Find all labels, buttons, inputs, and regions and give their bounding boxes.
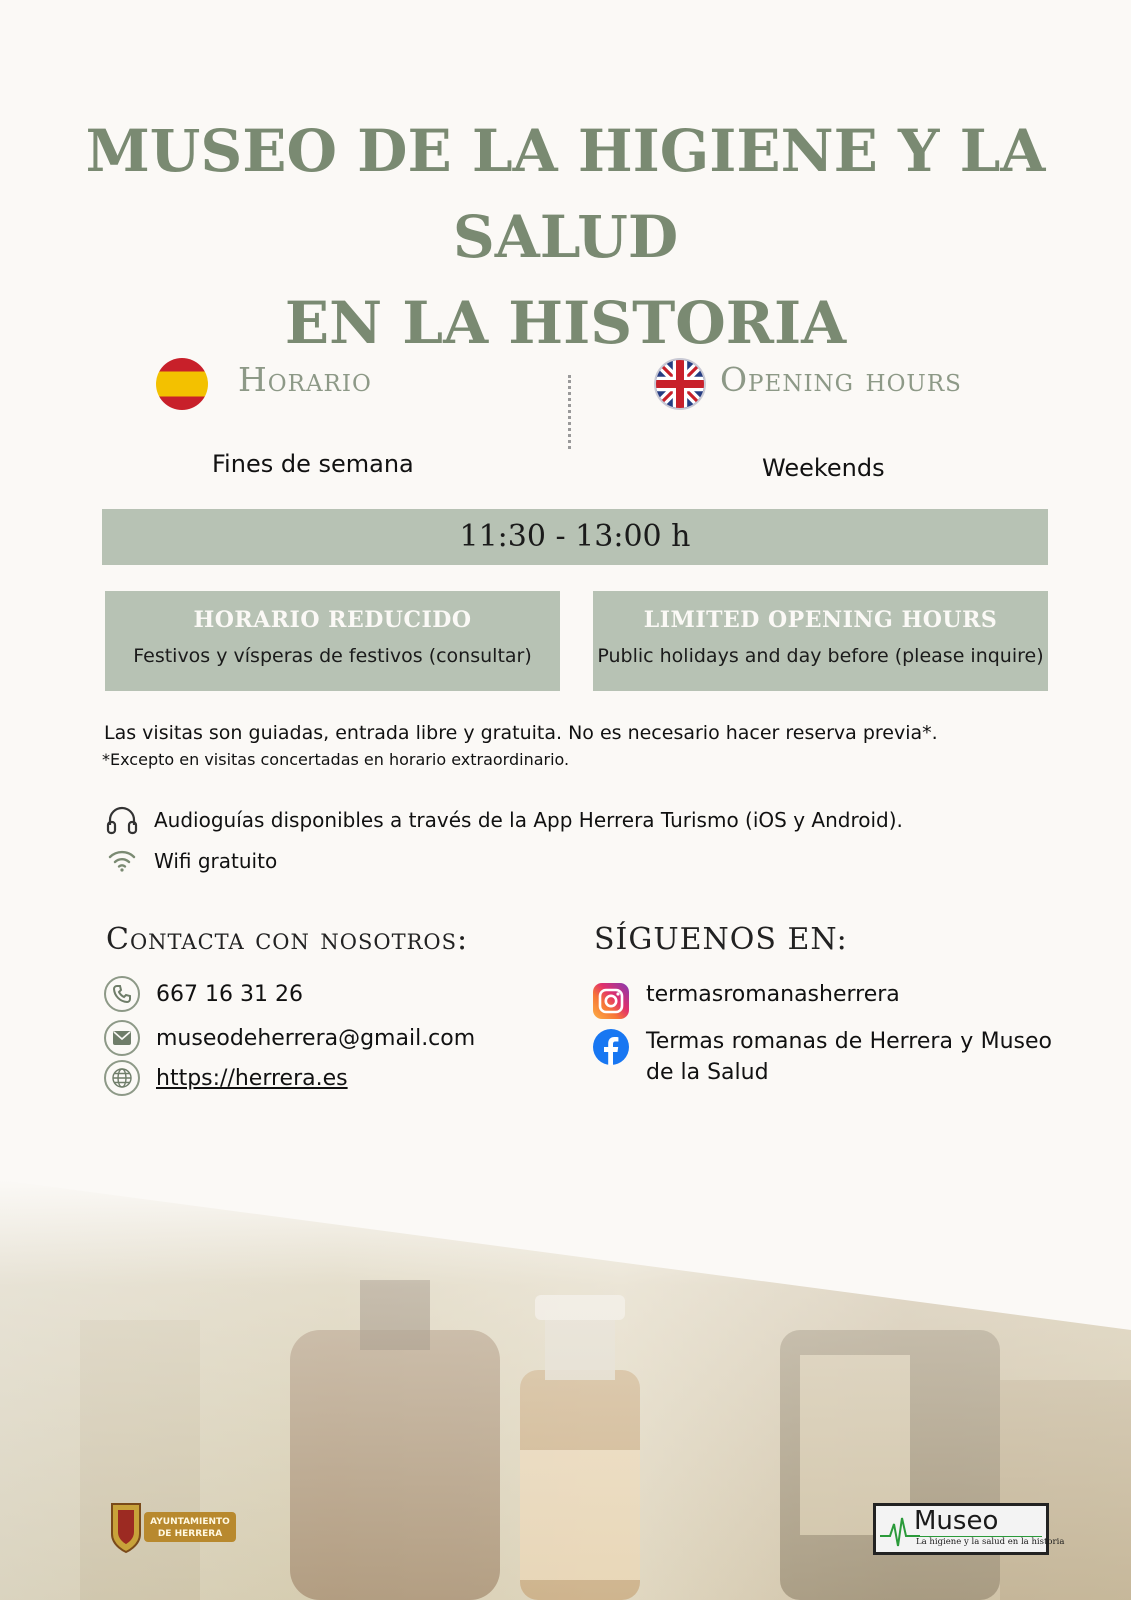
exception-note: *Excepto en visitas concertadas en horario extraordinario. xyxy=(102,750,570,769)
contact-heading: Contacta con nosotros: xyxy=(106,922,469,957)
instagram-icon xyxy=(592,982,630,1020)
reduced-hours-title: HORARIO REDUCIDO xyxy=(193,607,472,633)
instagram-handle: termasromanasherrera xyxy=(646,982,900,1007)
facebook-row[interactable] xyxy=(592,1028,1052,1088)
title-line-2: EN LA HISTORIA xyxy=(284,289,847,357)
museo-tagline: La higiene y la salud en la historia xyxy=(916,1537,1065,1547)
days-english: Weekends xyxy=(762,454,885,482)
limited-hours-text: Public holidays and day before (please inquire) xyxy=(597,645,1044,667)
phone-number: 667 16 31 26 xyxy=(156,981,303,1007)
website-link[interactable]: https://herrera.es xyxy=(156,1065,348,1091)
wifi-text: Wifi gratuito xyxy=(154,849,278,873)
reduced-hours-box-english xyxy=(593,591,1048,691)
spain-flag-icon xyxy=(156,358,208,410)
headphones-icon xyxy=(104,802,140,838)
days-spanish: Fines de semana xyxy=(212,450,414,478)
logo-text-line2: DE HERRERA xyxy=(157,1529,223,1539)
page-title xyxy=(40,108,1091,366)
visits-note: Las visitas son guiadas, entrada libre y gratuita. No es necesario hacer reserva previa*. xyxy=(104,722,938,744)
wifi-icon xyxy=(104,843,140,879)
divider xyxy=(568,375,571,449)
facebook-icon xyxy=(592,1028,630,1066)
opening-hours-heading: Opening hours xyxy=(720,360,962,399)
logo-text-line1: AYUNTAMIENTO xyxy=(150,1517,230,1527)
limited-hours-title: LIMITED OPENING HOURS xyxy=(643,607,998,633)
contact-email[interactable] xyxy=(104,1020,475,1056)
contact-website[interactable] xyxy=(104,1060,348,1096)
wifi-feature xyxy=(104,843,277,879)
museo-brand: Museo xyxy=(914,1506,999,1536)
reduced-hours-text: Festivos y vísperas de festivos (consultar) xyxy=(133,645,532,667)
email-address: museodeherrera@gmail.com xyxy=(156,1025,476,1051)
audioguide-feature xyxy=(104,802,903,838)
globe-icon xyxy=(104,1060,140,1096)
email-icon xyxy=(104,1020,140,1056)
title-line-1: MUSEO DE LA HIGIENE Y LA SALUD xyxy=(85,117,1046,271)
opening-hours-bar: 11:30 - 13:00 h xyxy=(102,509,1048,565)
instagram-row[interactable] xyxy=(592,982,900,1020)
contact-phone[interactable] xyxy=(104,976,303,1012)
phone-icon xyxy=(104,976,140,1012)
follow-heading: SÍGUENOS EN: xyxy=(594,922,848,957)
facebook-page: Termas romanas de Herrera y Museo de la Salud xyxy=(646,1029,1052,1085)
reduced-hours-box-spanish xyxy=(105,591,560,691)
horario-heading: Horario xyxy=(238,360,372,399)
ayuntamiento-logo xyxy=(108,1500,238,1560)
audioguide-text: Audioguías disponibles a través de la App Herrera Turismo (iOS y Android). xyxy=(154,808,903,832)
uk-flag-icon xyxy=(654,358,706,410)
museo-logo xyxy=(873,1503,1065,1555)
